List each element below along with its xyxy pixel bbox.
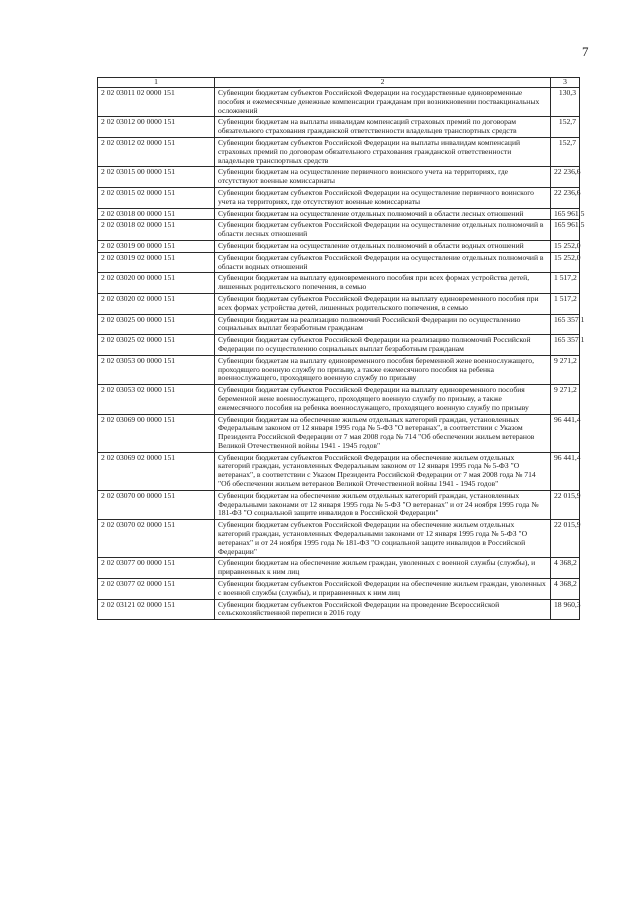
header-col-1: 1 bbox=[98, 78, 215, 88]
description-cell: Субвенции бюджетам на обеспечение жильем граждан, уволенных с военной службы (службы), и приравненных к ним лиц bbox=[215, 558, 551, 579]
amount-cell: 165 961,5 bbox=[551, 208, 580, 220]
table-row bbox=[98, 490, 580, 519]
description-cell: Субвенции бюджетам субъектов Российской Федерации на обеспечение жильем граждан, уволенных с военной службы (службы), и приравненных к ним лиц bbox=[215, 579, 551, 600]
code-cell: 2 02 03070 02 0000 151 bbox=[98, 520, 215, 558]
description-cell: Субвенции бюджетам на выплаты инвалидам компенсаций страховых премий по договорам обязательного страхования гражданской ответственности владельцев транспортных средств bbox=[215, 117, 551, 138]
table-row bbox=[98, 414, 580, 452]
amount-cell: 9 271,2 bbox=[551, 355, 580, 384]
table-row bbox=[98, 220, 580, 241]
amount-cell: 4 368,2 bbox=[551, 579, 580, 600]
description-cell: Субвенции бюджетам субъектов Российской Федерации на осуществление отдельных полномочий в области водных отношений bbox=[215, 252, 551, 273]
table-row bbox=[98, 137, 580, 166]
header-col-2: 2 bbox=[215, 78, 551, 88]
table-row bbox=[98, 385, 580, 414]
table-row bbox=[98, 273, 580, 294]
description-cell: Субвенции бюджетам субъектов Российской Федерации на обеспечение жильем отдельных категорий граждан, установленных Федеральными законами от 12 января 1995 года № 5-ФЗ "О ветеранах" и от 24 ноября 1995 года № 181-ФЗ "О социальной защите инвалидов в Российской Федерации" bbox=[215, 520, 551, 558]
description-cell: Субвенции бюджетам субъектов Российской Федерации на обеспечение жильем отдельных категорий граждан, установленных Федеральным законом от 12 января 1995 года № 5-ФЗ "О ветеранах", в соответствии с Указом Президента Российской Федерации от 7 мая 2008 года № 714 "Об обеспечении жильем ветеранов Великой Отечественной войны 1941 - 1945 годов" bbox=[215, 452, 551, 490]
table-row bbox=[98, 314, 580, 335]
code-cell: 2 02 03070 00 0000 151 bbox=[98, 490, 215, 519]
description-cell: Субвенции бюджетам на выплату единовременного пособия беременной жене военнослужащего, проходящего военную службу по призыву, а также ежемесячного пособия на ребенка военнослужащего, проходящего военную службу по призыву bbox=[215, 355, 551, 384]
description-cell: Субвенции бюджетам на реализацию полномочий Российской Федерации по осуществлению социальных выплат безработным гражданам bbox=[215, 314, 551, 335]
code-cell: 2 02 03020 00 0000 151 bbox=[98, 273, 215, 294]
table-row bbox=[98, 599, 580, 620]
amount-cell: 22 015,9 bbox=[551, 520, 580, 558]
amount-cell: 9 271,2 bbox=[551, 385, 580, 414]
code-cell: 2 02 03053 00 0000 151 bbox=[98, 355, 215, 384]
code-cell: 2 02 03077 02 0000 151 bbox=[98, 579, 215, 600]
table-row bbox=[98, 293, 580, 314]
amount-cell: 22 236,6 bbox=[551, 187, 580, 208]
table-row bbox=[98, 252, 580, 273]
description-cell: Субвенции бюджетам субъектов Российской Федерации на выплаты инвалидам компенсаций страховых премий по договорам обязательного страхования гражданской ответственности владельцев транспортных средств bbox=[215, 137, 551, 166]
description-cell: Субвенции бюджетам на осуществление отдельных полномочий в области лесных отношений bbox=[215, 208, 551, 220]
description-cell: Субвенции бюджетам субъектов Российской Федерации на осуществление отдельных полномочий в области лесных отношений bbox=[215, 220, 551, 241]
table-row bbox=[98, 520, 580, 558]
table-row bbox=[98, 117, 580, 138]
amount-cell: 165 357,1 bbox=[551, 335, 580, 356]
code-cell: 2 02 03015 00 0000 151 bbox=[98, 167, 215, 188]
code-cell: 2 02 03012 00 0000 151 bbox=[98, 117, 215, 138]
description-cell: Субвенции бюджетам субъектов Российской Федерации на выплату единовременного пособия при всех формах устройства детей, лишенных родительского попечения, в семью bbox=[215, 293, 551, 314]
amount-cell: 152,7 bbox=[551, 117, 580, 138]
code-cell: 2 02 03077 00 0000 151 bbox=[98, 558, 215, 579]
table-row bbox=[98, 579, 580, 600]
description-cell: Субвенции бюджетам субъектов Российской Федерации на государственные единовременные пособия и ежемесячные денежные компенсации гражданам при возникновении поствакцинальных осложнений bbox=[215, 88, 551, 117]
code-cell: 2 02 03019 02 0000 151 bbox=[98, 252, 215, 273]
amount-cell: 165 357,1 bbox=[551, 314, 580, 335]
description-cell: Субвенции бюджетам субъектов Российской Федерации на реализацию полномочий Российской Федерации по осуществлению социальных выплат безработным гражданам bbox=[215, 335, 551, 356]
header-row bbox=[98, 78, 580, 88]
amount-cell: 1 517,2 bbox=[551, 273, 580, 294]
description-cell: Субвенции бюджетам субъектов Российской Федерации на выплату единовременного пособия беременной жене военнослужащего, проходящего военную службу по призыву, а также ежемесячного пособия на ребенка военнослужащего, проходящего военную службу по призыву bbox=[215, 385, 551, 414]
header-col-3: 3 bbox=[551, 78, 580, 88]
code-cell: 2 02 03018 02 0000 151 bbox=[98, 220, 215, 241]
code-cell: 2 02 03069 02 0000 151 bbox=[98, 452, 215, 490]
table-row bbox=[98, 88, 580, 117]
code-cell: 2 02 03018 00 0000 151 bbox=[98, 208, 215, 220]
amount-cell: 4 368,2 bbox=[551, 558, 580, 579]
description-cell: Субвенции бюджетам на осуществление первичного воинского учета на территориях, где отсутствуют военные комиссариаты bbox=[215, 167, 551, 188]
amount-cell: 15 252,0 bbox=[551, 252, 580, 273]
table-row bbox=[98, 208, 580, 220]
table-row bbox=[98, 167, 580, 188]
amount-cell: 152,7 bbox=[551, 137, 580, 166]
table-row bbox=[98, 335, 580, 356]
code-cell: 2 02 03015 02 0000 151 bbox=[98, 187, 215, 208]
table-row bbox=[98, 187, 580, 208]
code-cell: 2 02 03053 02 0000 151 bbox=[98, 385, 215, 414]
table-row bbox=[98, 240, 580, 252]
budget-table bbox=[97, 77, 585, 620]
table-row bbox=[98, 355, 580, 384]
page-number: 7 bbox=[582, 44, 589, 59]
code-cell: 2 02 03011 02 0000 151 bbox=[98, 88, 215, 117]
amount-cell: 1 517,2 bbox=[551, 293, 580, 314]
code-cell: 2 02 03012 02 0000 151 bbox=[98, 137, 215, 166]
code-cell: 2 02 03025 02 0000 151 bbox=[98, 335, 215, 356]
description-cell: Субвенции бюджетам на выплату единовременного пособия при всех формах устройства детей, лишенных родительского попечения, в семью bbox=[215, 273, 551, 294]
amount-cell: 22 015,9 bbox=[551, 490, 580, 519]
amount-cell: 165 961,5 bbox=[551, 220, 580, 241]
description-cell: Субвенции бюджетам на осуществление отдельных полномочий в области водных отношений bbox=[215, 240, 551, 252]
description-cell: Субвенции бюджетам субъектов Российской Федерации на осуществление первичного воинского учета на территориях, где отсутствуют военные комиссариаты bbox=[215, 187, 551, 208]
code-cell: 2 02 03069 00 0000 151 bbox=[98, 414, 215, 452]
amount-cell: 130,3 bbox=[551, 88, 580, 117]
description-cell: Субвенции бюджетам на обеспечение жильем отдельных категорий граждан, установленных Федеральными законами от 12 января 1995 года № 5-ФЗ "О ветеранах" и от 24 ноября 1995 года № 181-ФЗ "О социальной защите инвалидов в Российской Федерации" bbox=[215, 490, 551, 519]
code-cell: 2 02 03121 02 0000 151 bbox=[98, 599, 215, 620]
amount-cell: 15 252,0 bbox=[551, 240, 580, 252]
amount-cell: 96 441,4 bbox=[551, 452, 580, 490]
code-cell: 2 02 03019 00 0000 151 bbox=[98, 240, 215, 252]
code-cell: 2 02 03025 00 0000 151 bbox=[98, 314, 215, 335]
amount-cell: 96 441,4 bbox=[551, 414, 580, 452]
table-row bbox=[98, 558, 580, 579]
table-row bbox=[98, 452, 580, 490]
amount-cell: 18 960,3 bbox=[551, 599, 580, 620]
description-cell: Субвенции бюджетам субъектов Российской Федерации на проведение Всероссийской сельскохозяйственной переписи в 2016 году bbox=[215, 599, 551, 620]
amount-cell: 22 236,6 bbox=[551, 167, 580, 188]
description-cell: Субвенции бюджетам на обеспечение жильем отдельных категорий граждан, установленных Федеральным законом от 12 января 1995 года № 5-ФЗ "О ветеранах", в соответствии с Указом Президента Российской Федерации от 7 мая 2008 года № 714 "Об обеспечении жильем ветеранов Великой Отечественной войны 1941 - 1945 годов" bbox=[215, 414, 551, 452]
code-cell: 2 02 03020 02 0000 151 bbox=[98, 293, 215, 314]
